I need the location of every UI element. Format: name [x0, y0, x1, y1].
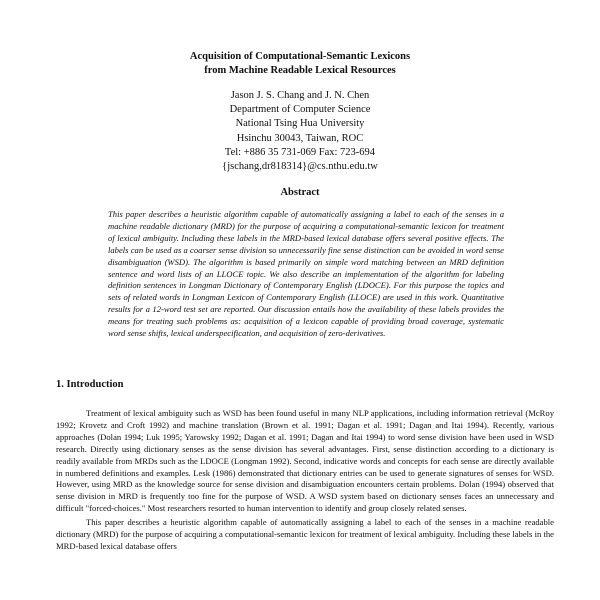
introduction-paragraph: Treatment of lexical ambiguity such as WSD has been found useful in many NLP applications, including information retrieval (McRoy 1992; Krovetz and Croft 1992) and machine translation (Brown et al. 1991; Dagan et al. 1991; Dagan and Itai 1994). Recently, various approaches (Dolan 1994; Luk 1995; Yarowsky 1992; Dagan et al. 1991; Dagan and Itai 1994) to word sense division have been used in WSD research. Directly using dictionary senses as the sense division has several advantages. First, sense distinction according to a dictionary is readily available from MRDs such as the LDOCE (Longman 1992). Second, indicative words and concepts for each sense are directly available in numbered definitions and examples. Lesk (1986) demonstrated that dictionary entries can be used to generate signatures of senses for WSD. However, using MRD as the knowledge source for sense division and disambiguation encounters certain problems. Dolan (1994) observed that sense division in MRD is frequently too fine for the purpose of WSD. A WSD system based on dictionary senses faces an unnecessary and difficult "forced-choices." Most researchers resorted to human intervention to identify and group closely related senses.: [56, 408, 554, 514]
section-heading-introduction: 1. Introduction: [56, 379, 124, 390]
title-line-1: Acquisition of Computational-Semantic Lexicons: [189, 51, 411, 62]
introduction-body: [56, 408, 554, 553]
author-names: Jason J. S. Chang and J. N. Chen: [230, 90, 370, 101]
author-department: Department of Computer Science: [229, 104, 371, 116]
introduction-paragraph: This paper describes a heuristic algorithm capable of automatically assigning a label to each of the senses in a machine readable dictionary (MRD) for the purpose of acquiring a computational-semantic lexicon for treatment of lexical ambiguity. Including these labels in the MRD-based lexical database offers: [56, 517, 554, 551]
abstract-heading: Abstract: [280, 187, 320, 198]
abstract-text: This paper describes a heuristic algorithm capable of automatically assigning a label to each of the senses in a machine readable dictionary (MRD) for the purpose of acquiring a computational-semantic lexicon for treatment of lexical ambiguity. Including these labels in the MRD-based lexical database offers several positive effects. The labels can be used as a coarser sense division so unnecessarily fine sense distinction can be avoided in word sense disambiguation (WSD). The algorithm is based primarily on simple word matching between an MRD definition sentence and word lists of an LLOCE topic. We also describe an implementation of the algorithm for labeling definition sentences in Longman Dictionary of Contemporary English (LDOCE). For this purpose the topics and sets of related words in Longman Lexicon of Contemporary English (LLOCE) are used in this work. Quantitative results for a 12-word test set are reported. Our discussion entails how the availability of these labels provides the means for treating such problems as: acquisition of a lexicon capable of providing broad coverage, systematic word sense shifts, lexical underspecification, and acquisition of zero-derivatives.: [108, 209, 504, 339]
author-university: National Tsing Hua University: [235, 118, 365, 130]
author-block: [0, 89, 600, 174]
author-phone: Tel: +886 35 731-069 Fax: 723-694: [224, 146, 376, 158]
paper-title: [0, 50, 600, 78]
title-line-2: from Machine Readable Lexical Resources: [204, 65, 396, 76]
author-email: {jschang,dr818314}@cs.nthu.edu.tw: [222, 161, 378, 173]
author-address: Hsinchu 30043, Taiwan, ROC: [236, 132, 364, 144]
